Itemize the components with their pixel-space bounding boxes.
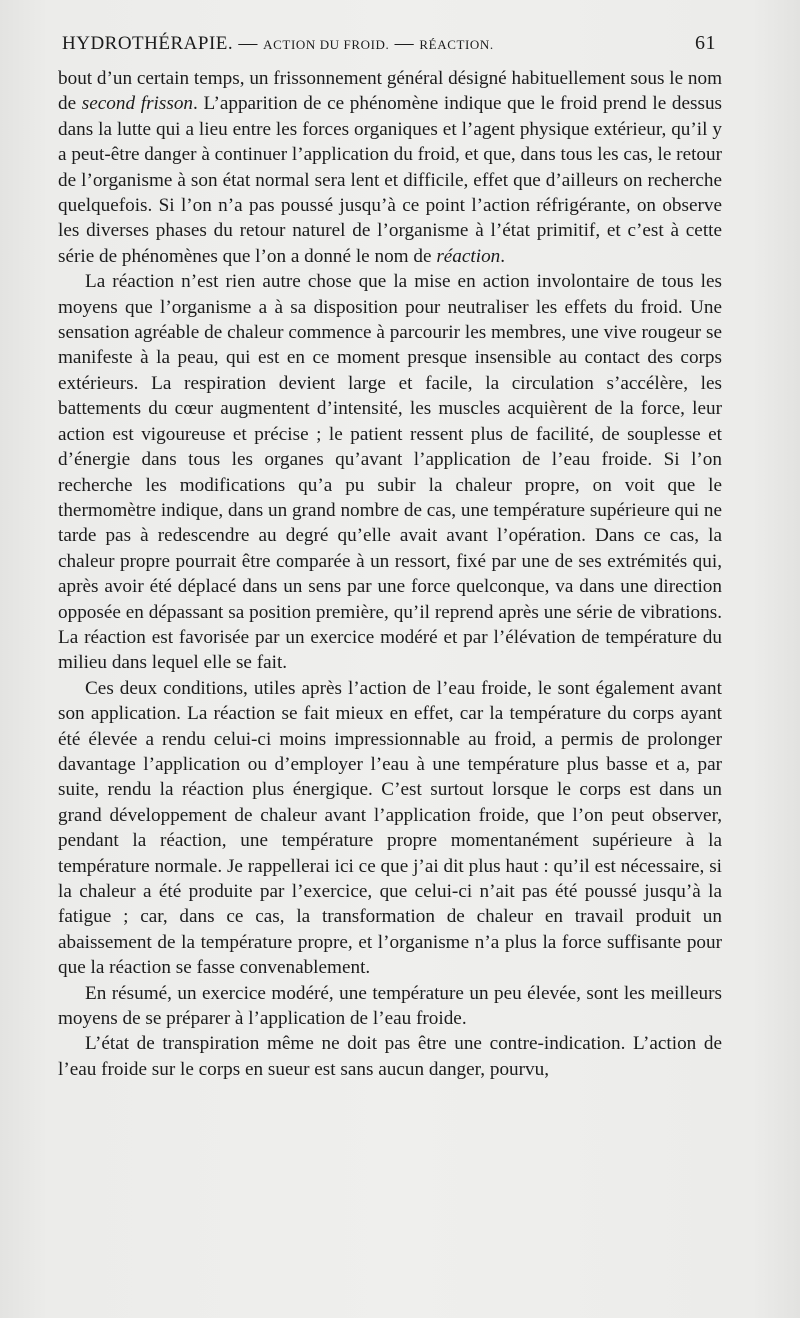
header-dash: — xyxy=(233,33,264,54)
paragraph: La réaction n’est rien autre chose que la mise en action involontaire de tous les moyens que l’organisme a à sa disposition pour neutraliser les effets du froid. Une sensation agréable de chaleur commence à parcourir les membres, une vive rougeur se manifeste à la peau, qui est en ce moment presque insensible au contact des corps extérieurs. La respiration devient large et facile, la circulation s’accélère, les battements du cœur augmentent d’intensité, les muscles acquièrent de la force, leur action est vigoureuse et précise ; le patient ressent plus de facilité, de souplesse et d’énergie dans tous les organes qu’avant l’application de l’eau froide. Si l’on recherche les modifications qu’a pu subir la chaleur propre, on voit que le thermomètre indique, dans un grand nombre de cas, une température supérieure qui ne tarde pas à redescendre au degré qu’elle avait avant l’opération. Dans ce cas, la chaleur propre pourrait être comparée à un ressort, fixé par une de ses extrémités qui, après avoir été déplacé dans un sens par une force quelconque, va dans une direction opposée en dépassant sa position première, qu’il reprend après une série de vibrations. La réaction est favorisée par un exercice modéré et par l’élévation de température du milieu dans lequel elle se fait. xyxy=(58,271,722,674)
paragraph-text: bout d’un certain temps, un frissonnement général désigné habituellement sous le nom de xyxy=(58,68,722,115)
running-title xyxy=(62,33,695,55)
paragraph: L’état de transpiration même ne doit pas être une contre-indication. L’action de l’eau froide sur le corps en sueur est sans aucun danger, pourvu, xyxy=(58,1033,722,1080)
header-title: HYDROTHÉRAPIE. xyxy=(62,33,234,54)
paragraph-text: . L’apparition de ce phénomène indique que le froid prend le dessus dans la lutte qui a lieu entre les forces organiques et l’agent physique extérieur, qu’il y a peut-être danger à continuer l’application du froid, et que, dans tous les cas, le retour de l’organisme à son état normal sera lent et difficile, effet que d’ailleurs on recherche quelquefois. Si l’on n’a pas poussé jusqu’à ce point l’action réfrigérante, on observe les diverses phases du retour naturel de l’organisme à l’état primitif, et c’est à cette série de phénomènes que l’on a donné le nom de xyxy=(58,93,723,267)
header-section-reaction: RÉACTION. xyxy=(419,37,494,52)
italic-term: réaction xyxy=(436,245,501,267)
header-section-action: ACTION DU FROID. xyxy=(263,37,390,52)
paragraph: Ces deux conditions, utiles après l’action de l’eau froide, le sont également avant son application. La réaction se fait mieux en effet, car la température du corps ayant été élevée a rendu celui-ci moins impressionnable au froid, a permis de prolonger davantage l’application ou d’employer l’eau à une température plus basse et a, par suite, rendu la réaction plus énergique. C’est surtout lorsque le corps est dans un grand développement de chaleur avant l’application froide, que l’on peut observer, pendant la réaction, une température propre momentanément supérieure à la température normale. Je rappellerai ici ce que j’ai dit plus haut : qu’il est nécessaire, si la chaleur a été produite par l’exercice, que celui-ci n’ait pas été poussé jusqu’à la fatigue ; car, dans ce cas, la transformation de chaleur en travail produit un abaissement de la température propre, et l’organisme n’a plus la force suffisante pour que la réaction se fasse convenablement. xyxy=(58,677,722,979)
italic-term: second frisson xyxy=(81,93,194,115)
paragraph: En résumé, un exercice modéré, une température un peu élevée, sont les meilleurs moyens de se préparer à l’application de l’eau froide. xyxy=(58,982,722,1030)
page-number: 61 xyxy=(695,32,716,54)
paragraph-text: . xyxy=(500,245,506,267)
page-body xyxy=(58,66,722,1082)
running-header xyxy=(62,32,716,60)
paragraph xyxy=(58,66,722,269)
header-dash: — xyxy=(389,33,420,54)
